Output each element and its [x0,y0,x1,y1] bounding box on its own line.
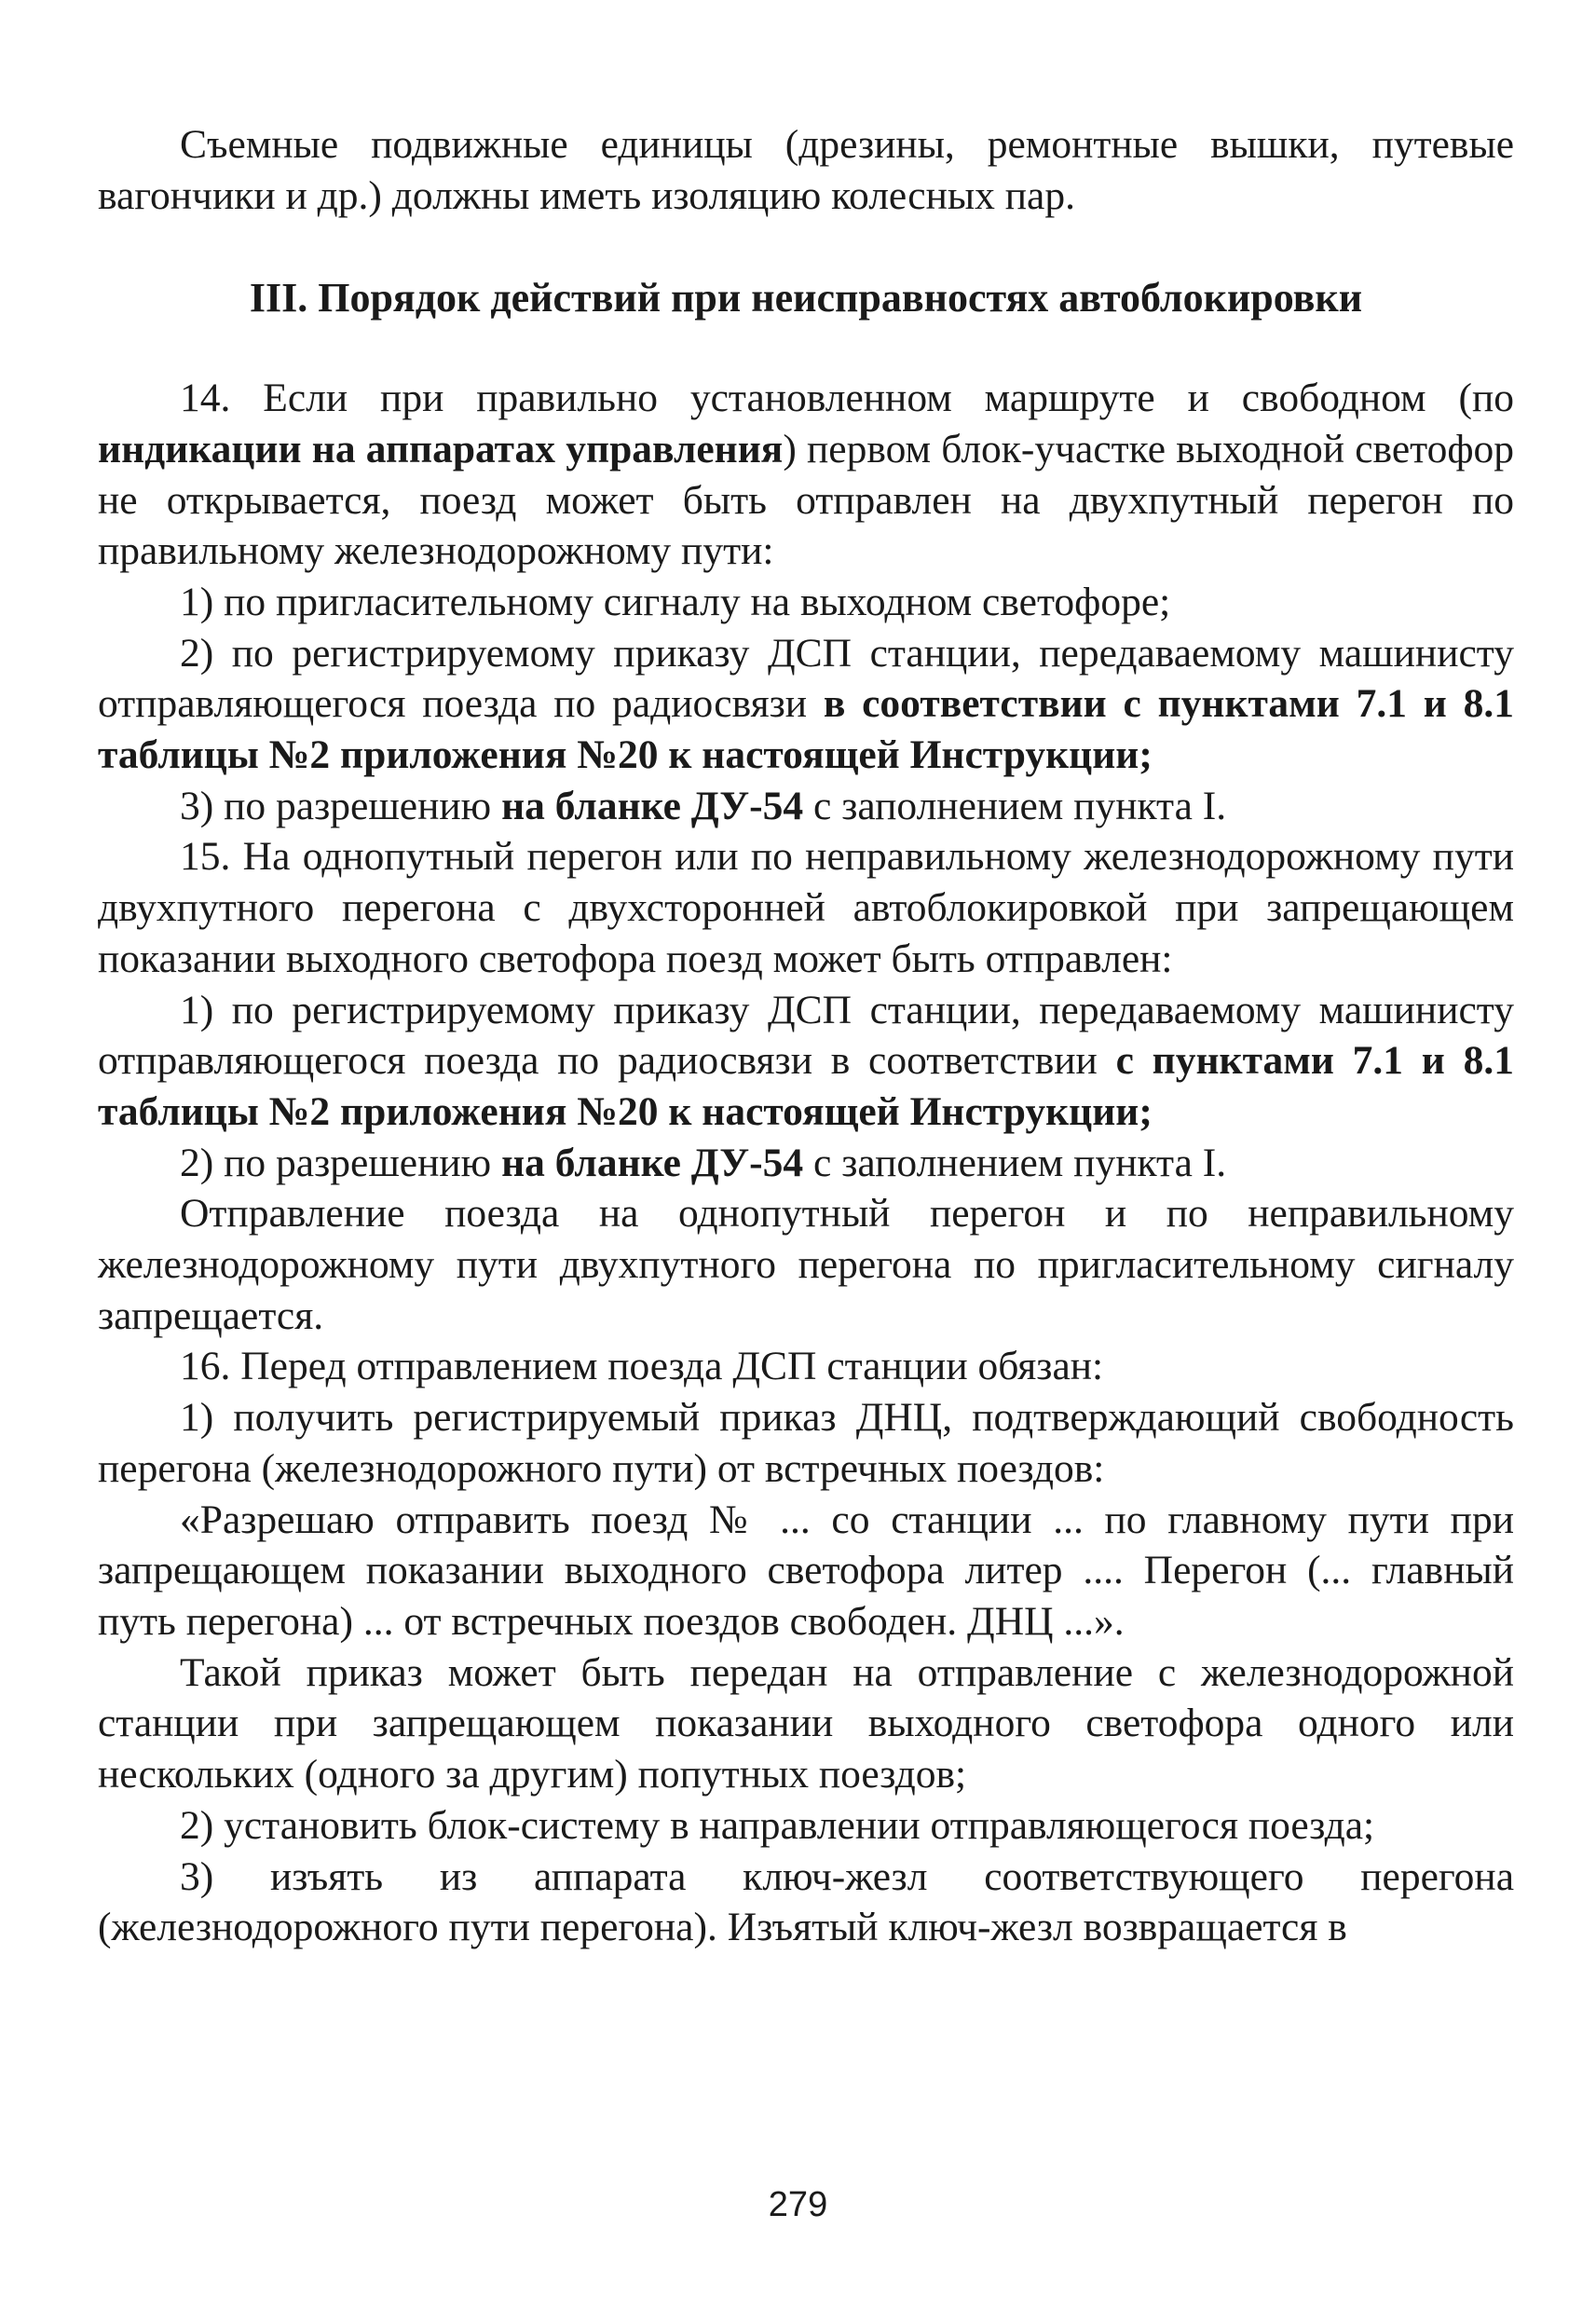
p16-item-2 [98,1800,1514,1852]
intro-text: Съемные подвижные единицы (дрезины, ремонтные вышки, путевые вагончики и др.) должны иметь изоляцию колесных пар. [98,122,1514,218]
page-number: 279 [768,2185,828,2224]
p15-item-2 [98,1138,1514,1189]
p16-item-1-text: 1) получить регистрируемый приказ ДНЦ, подтверждающий свободность перегона (железнодорожного пути) от встречных поездов: [98,1395,1514,1491]
p15-item-1-text: 1) по регистрируемому приказу ДСП станции, передаваемому машинисту отправляющегося поезда по радиосвязи в соответствии [98,987,1514,1084]
p15-item-2-bold: на бланке ДУ-54 [501,1140,804,1185]
p14-text-a: 14. Если при правильно установленном маршруте и свободном (по [180,376,1514,421]
p16-item-3 [98,1852,1514,1953]
p16-note [98,1647,1514,1800]
p14-item-3-bold: на бланке ДУ-54 [501,783,804,828]
p16-item-2-text: 2) установить блок-систему в направлении отправляющегося поезда; [180,1802,1375,1848]
p15-text: 15. На однопутный перегон или по неправильному железнодорожному пути двухпутного перегона с двухсторонней автоблокировкой при запрещающем показании выходного светофора поезд может быть отправлен: [98,834,1514,981]
p14-item-3 [98,781,1514,832]
p14-text-c: ) первом блок-участке выходной светофор не открывается, поезд может быть отправлен на двухпутный перегон по правильному железнодорожному пути: [98,426,1515,574]
p15-item-2-text-a: 2) по разрешению [180,1140,502,1185]
p16-text: 16. Перед отправлением поезда ДСП станции обязан: [180,1344,1104,1389]
p14-item-3-text-a: 3) по разрешению [180,783,502,828]
paragraph-15 [98,831,1514,984]
p16-item-3-text: 3) изъять из аппарата ключ-жезл соответствующего перегона (железнодорожного пути перегона). Изъятый ключ-жезл возвращается в [98,1853,1514,1950]
section-title: III. Порядок действий при неисправностях автоблокировки [249,275,1363,321]
p14-bold-text: индикации на аппаратах управления [98,426,784,472]
p16-quote [98,1495,1514,1647]
p16-quote-text: «Разрешаю отправить поезд № ... со станции ... по главному пути при запрещающем показании выходного светофора литер .... Перегон (... главный путь перегона) ... от встречных поездов свободен. ДНЦ ...». [98,1497,1514,1644]
p15-note-text: Отправление поезда на однопутный перегон и по неправильному железнодорожному пути двухпутного перегона по пригласительному сигналу запрещается. [98,1191,1514,1338]
p16-item-1 [98,1392,1514,1494]
p14-item-2 [98,628,1514,781]
paragraph-14 [98,373,1514,577]
intro-paragraph [98,119,1514,221]
p16-note-text: Такой приказ может быть передан на отправление с железнодорожной станции при запрещающем показании выходного светофора одного или нескольких (одного за другим) попутных поездов; [98,1649,1514,1797]
p14-item-2-bold: в соответствии с пунктами 7.1 и 8.1 таблицы №2 приложения №20 к настоящей Инструкции; [98,681,1514,778]
p15-item-1 [98,985,1514,1138]
p15-item-2-text-c: с заполнением пункта I. [803,1140,1227,1185]
p15-note [98,1188,1514,1341]
p14-item-2-text: 2) по регистрируемому приказу ДСП станции, передаваемому машинисту отправляющегося поезда по радиосвязи [98,630,1514,727]
p14-item-1 [98,577,1514,628]
p14-item-1-text: 1) по пригласительному сигналу на выходном светофоре; [180,579,1171,624]
paragraph-16 [98,1341,1514,1392]
page-body [98,119,1514,1953]
p15-item-1-bold: с пунктами 7.1 и 8.1 таблицы №2 приложения №20 к настоящей Инструкции; [98,1038,1514,1134]
p14-item-3-text-c: с заполнением пункта I. [803,783,1227,828]
